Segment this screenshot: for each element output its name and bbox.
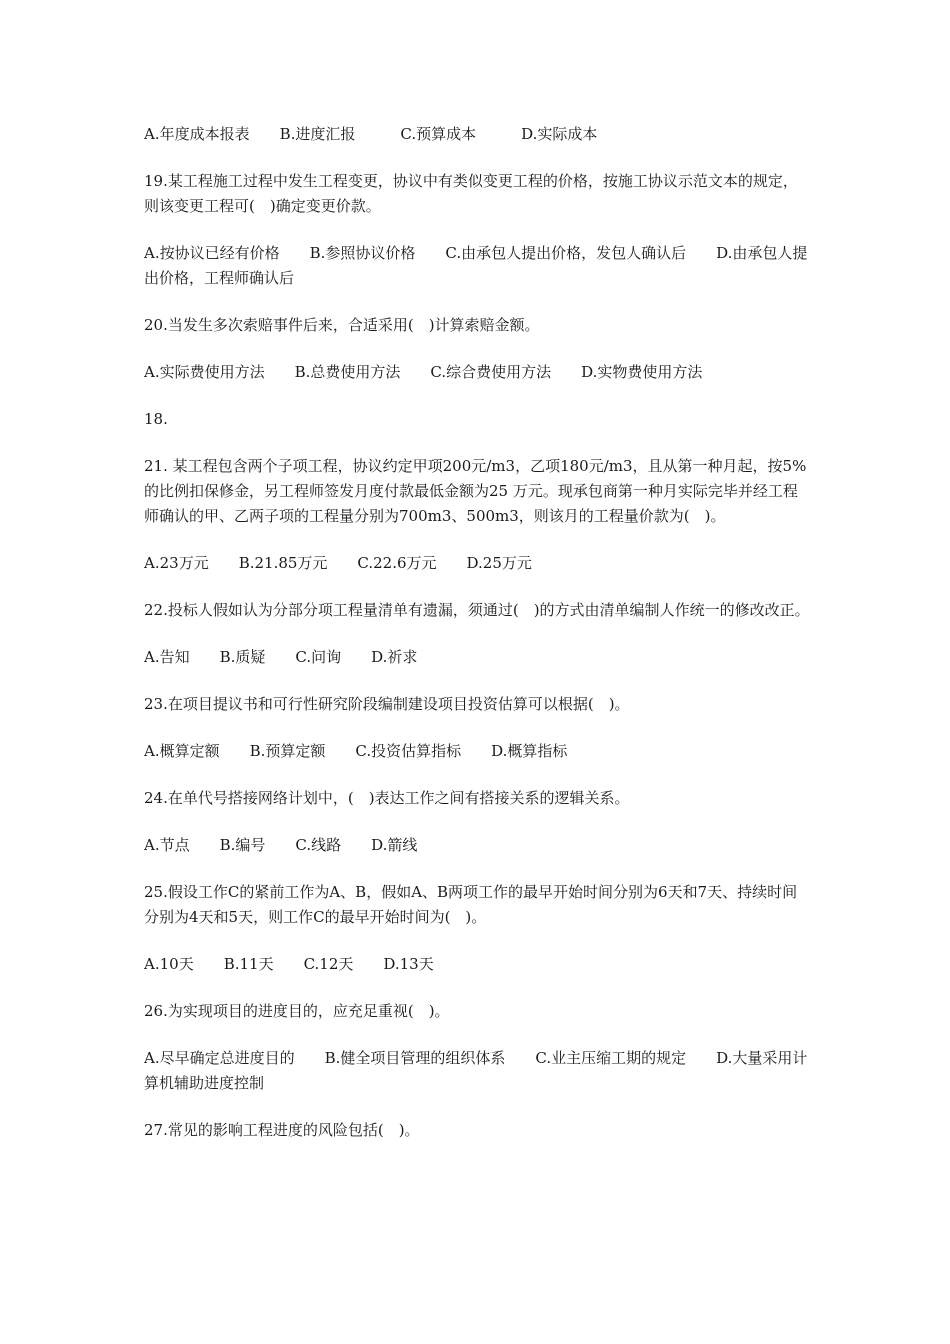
question-26: 26.为实现项目的进度目的，应充足重视( )。 xyxy=(144,1002,450,1020)
options-q19: A.按协议已经有价格 B.参照协议价格 C.由承包人提出价格，发包人确认后 D.由承包人提出价格，工程师确认后 xyxy=(144,244,808,287)
options-q25: A.10天 B.11天 C.12天 D.13天 xyxy=(144,955,434,973)
question-22: 22.投标人假如认为分部分项工程量清单有遗漏，须通过( )的方式由清单编制人作统一的修改改正。 xyxy=(144,601,810,619)
section-number: 18. xyxy=(144,410,168,428)
question-23: 23.在项目提议书和可行性研究阶段编制建设项目投资估算可以根据( )。 xyxy=(144,695,630,713)
options-q26: A.尽早确定总进度目的 B.健全项目管理的组织体系 C.业主压缩工期的规定 D.大量采用计算机辅助进度控制 xyxy=(144,1049,808,1092)
question-25: 25.假设工作C的紧前工作为A、B，假如A、B两项工作的最早开始时间分别为6天和7天、持续时间分别为4天和5天，则工作C的最早开始时间为( )。 xyxy=(144,883,798,926)
options-q22: A.告知 B.质疑 C.问询 D.祈求 xyxy=(144,648,418,666)
question-21: 21. 某工程包含两个子项工程，协议约定甲项200元/m3，乙项180元/m3，且从第一种月起，按5%的比例扣保修金，另工程师签发月度付款最低金额为25 万元。现承包商第一种月实际完毕并经工程师确认的甲、乙两子项的工程量分别为700m3、500m3，则该月的工程量价款为( )。 xyxy=(144,457,807,525)
question-19: 19.某工程施工过程中发生工程变更，协议中有类似变更工程的价格，按施工协议示范文本的规定，则该变更工程可( )确定变更价款。 xyxy=(144,172,798,215)
options-q21: A.23万元 B.21.85万元 C.22.6万元 D.25万元 xyxy=(144,554,532,572)
question-20: 20.当发生多次索赔事件后来，合适采用( )计算索赔金额。 xyxy=(144,316,540,334)
options-q24: A.节点 B.编号 C.线路 D.箭线 xyxy=(144,836,418,854)
question-24: 24.在单代号搭接网络计划中，( )表达工作之间有搭接关系的逻辑关系。 xyxy=(144,789,630,807)
options-q23: A.概算定额 B.预算定额 C.投资估算指标 D.概算指标 xyxy=(144,742,568,760)
question-27: 27.常见的影响工程进度的风险包括( )。 xyxy=(144,1121,420,1139)
options-q20: A.实际费使用方法 B.总费使用方法 C.综合费使用方法 D.实物费使用方法 xyxy=(144,363,703,381)
document-page xyxy=(144,122,812,1165)
options-q18: A.年度成本报表 B.进度汇报 C.预算成本 D.实际成本 xyxy=(144,125,598,143)
